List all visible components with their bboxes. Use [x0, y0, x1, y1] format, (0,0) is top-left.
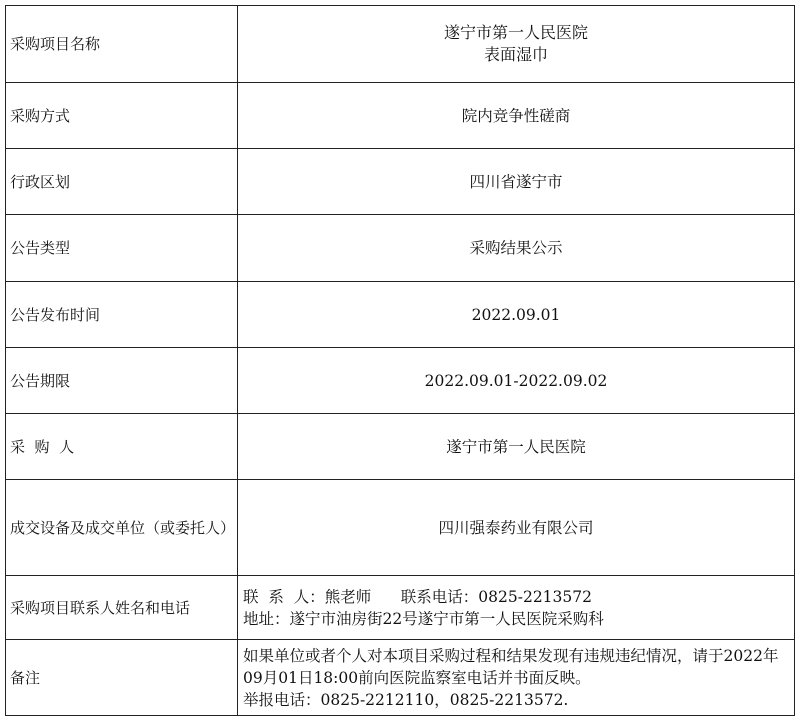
value-project-name — [238, 6, 795, 83]
procurement-notice-table — [5, 5, 795, 716]
table-row — [6, 6, 795, 83]
table-row — [6, 414, 795, 480]
remark-text: 如果单位或者个人对本项目采购过程和结果发现有违规违纪情况，请于2022年09月01日18:00前向医院监察室电话并书面反映。 — [243, 646, 779, 687]
table-row — [6, 348, 795, 414]
table-row — [6, 576, 795, 640]
table-row — [6, 149, 795, 215]
value-period: 2022.09.01-2022.09.02 — [238, 348, 795, 414]
value-publish-time: 2022.09.01 — [238, 282, 795, 348]
label-period: 公告期限 — [6, 348, 238, 414]
hospital-name: 遂宁市第一人民医院 — [443, 23, 588, 42]
label-purchaser: 采 购 人 — [6, 414, 238, 480]
value-winner: 四川强泰药业有限公司 — [238, 480, 795, 576]
label-project-name: 采购项目名称 — [6, 6, 238, 83]
item-name: 表面湿巾 — [483, 45, 548, 64]
table-row — [6, 215, 795, 282]
value-purchaser: 遂宁市第一人民医院 — [238, 414, 795, 480]
label-notice-type: 公告类型 — [6, 215, 238, 282]
value-notice-type: 采购结果公示 — [238, 215, 795, 282]
value-method: 院内竞争性磋商 — [238, 83, 795, 149]
label-method: 采购方式 — [6, 83, 238, 149]
value-remark — [238, 640, 795, 716]
table-row — [6, 83, 795, 149]
label-publish-time: 公告发布时间 — [6, 282, 238, 348]
value-region: 四川省遂宁市 — [238, 149, 795, 215]
label-remark: 备注 — [6, 640, 238, 716]
contact-person-phone: 联 系 人：熊老师 联系电话：0825-2213572 — [243, 587, 592, 606]
label-contact: 采购项目联系人姓名和电话 — [6, 576, 238, 640]
value-contact — [238, 576, 795, 640]
label-region: 行政区划 — [6, 149, 238, 215]
table-row — [6, 480, 795, 576]
table-row — [6, 282, 795, 348]
contact-address: 地址：遂宁市油房街22号遂宁市第一人民医院采购科 — [243, 609, 604, 628]
label-winner — [6, 480, 238, 576]
label-winner-text: 成交设备及成交单位（或委托人） — [10, 518, 236, 537]
report-phone: 举报电话：0825-2212110，0825-2213572. — [243, 690, 569, 709]
table-row — [6, 640, 795, 716]
